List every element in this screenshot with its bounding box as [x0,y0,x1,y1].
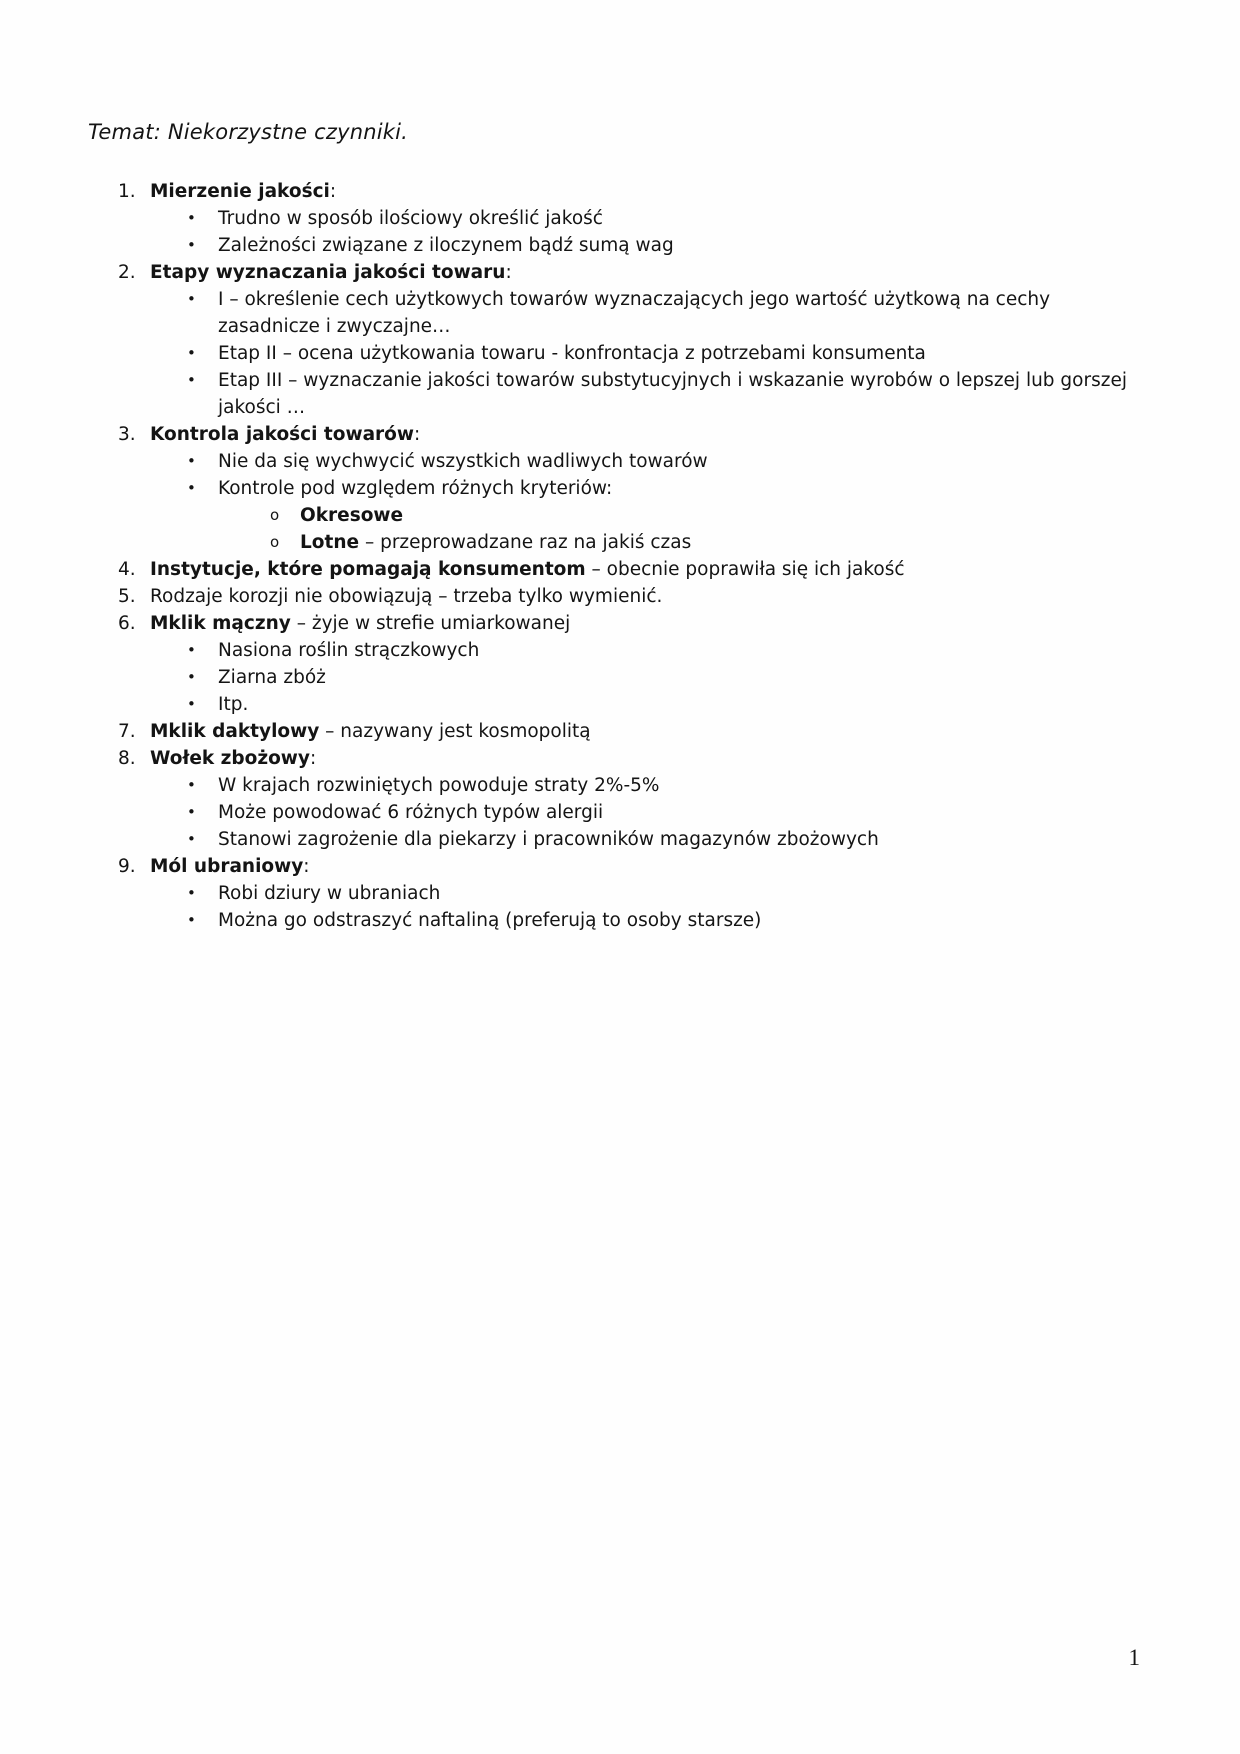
item-heading-bold: Mklik daktylowy [150,721,320,742]
bullet-icon: • [187,803,196,821]
item-heading-rest: : [303,856,310,877]
list-item [118,853,1128,934]
bullet-icon: • [187,911,196,929]
item-heading-bold: Kontrola jakości towarów [150,424,414,445]
bullet-item [118,664,1128,691]
item-heading-bold: Mierzenie jakości [150,181,330,202]
list-item [118,583,1128,610]
bullet-text: Kontrole pod względem różnych kryteriów: [218,478,613,499]
item-heading-bold: Instytucje, które pomagają konsumentom [150,559,586,580]
list-item-heading [118,718,1128,745]
bullet-text: Może powodować 6 różnych typów alergii [218,802,604,823]
bullet-icon: • [187,884,196,902]
item-heading-rest: – żyje w strefie umiarkowanej [290,613,571,634]
bullet-item [118,448,1128,475]
item-heading-rest: – obecnie poprawiła się ich jakość [585,559,905,580]
list-item [118,259,1128,421]
circle-bullet-icon: o [270,533,280,551]
bullet-text: Robi dziury w ubraniach [218,883,441,904]
item-number: 3. [118,424,136,445]
bullet-text: Etap III – wyznaczanie jakości towarów substytucyjnych i wskazanie wyrobów o lepszej lub gorszej jakości … [218,370,1127,418]
bullet-item [118,691,1128,718]
list-item [118,718,1128,745]
bullet-item [118,907,1128,934]
bullet-text: Nasiona roślin strączkowych [218,640,480,661]
item-heading-rest: – nazywany jest kosmopolitą [319,721,591,742]
item-heading-rest: : [309,748,317,769]
bullet-text: Zależności związane z iloczynem bądź sumą wag [218,235,674,256]
bullet-text: I – określenie cech użytkowych towarów wyznaczających jego wartość użytkową na cechy zasadnicze i zwyczajne… [218,289,1051,337]
list-item [118,556,1128,583]
bullet-item [118,475,1128,502]
bullet-text: Można go odstraszyć naftaliną (preferują to osoby starsze) [218,910,762,931]
list-item [118,610,1128,718]
sub-bullet-bold: Okresowe [300,505,404,526]
item-heading-text [150,853,1128,880]
item-number: 2. [118,262,136,283]
item-heading-text [150,583,1128,610]
numbered-list [118,178,1128,934]
bullet-icon: • [187,641,196,659]
bullet-icon: • [187,776,196,794]
bullet-text: Itp. [218,694,249,715]
item-number: 7. [118,721,136,742]
bullet-item [118,772,1128,799]
bullet-icon: • [187,371,196,389]
bullet-icon: • [187,290,196,308]
item-heading-text [150,421,1128,448]
item-heading-rest: : [505,262,512,283]
item-heading-text [150,718,1128,745]
page-number: 1 [1128,1645,1140,1670]
bullet-item [118,367,1128,421]
bullet-icon: • [187,830,196,848]
bullet-item [118,637,1128,664]
bullet-text: Stanowi zagrożenie dla piekarzy i pracowników magazynów zbożowych [218,829,879,850]
list-item-heading [118,259,1128,286]
item-number: 9. [118,856,136,877]
sub-bullet-item [118,529,1128,556]
bullet-item [118,880,1128,907]
sub-bullet-text [300,502,1128,529]
item-number: 6. [118,613,136,634]
bullet-item [118,340,1128,367]
bullet-text: Ziarna zbóż [218,667,326,688]
bullet-item [118,799,1128,826]
item-heading-text [150,178,1128,205]
bullet-item [118,826,1128,853]
bullet-icon: • [187,452,196,470]
bullet-icon: • [187,236,196,254]
list-item-heading [118,421,1128,448]
bullet-icon: • [187,668,196,686]
bullet-icon: • [187,695,196,713]
list-item-heading [118,853,1128,880]
bullet-icon: • [187,344,196,362]
item-heading-rest: : [329,181,337,202]
item-number: 1. [118,181,136,202]
list-item [118,421,1128,556]
sub-bullet-rest: – przeprowadzane raz na jakiś czas [359,532,692,553]
list-item-heading [118,583,1128,610]
list-item-heading [118,178,1128,205]
sub-bullet-item [118,502,1128,529]
bullet-text: W krajach rozwiniętych powoduje straty 2%-5% [218,775,660,796]
bullet-item [118,205,1128,232]
item-heading-rest: : [414,424,421,445]
bullet-text: Trudno w sposób ilościowy określić jakość [218,208,603,229]
bullet-icon: • [187,209,196,227]
item-heading-text [150,556,1128,583]
item-number: 4. [118,559,136,580]
item-heading-bold: Etapy wyznaczania jakości towaru [150,262,506,283]
list-item-heading [118,610,1128,637]
item-number: 8. [118,748,136,769]
list-item-heading [118,745,1128,772]
bullet-item [118,232,1128,259]
item-heading-rest: Rodzaje korozji nie obowiązują – trzeba tylko wymienić. [150,586,663,607]
list-item [118,745,1128,853]
item-heading-text [150,610,1128,637]
item-heading-text [150,259,1128,286]
bullet-icon: • [187,479,196,497]
item-heading-bold: Mól ubraniowy [150,856,304,877]
sub-bullet-text [300,529,1128,556]
bullet-item [118,286,1128,340]
item-heading-text [150,745,1128,772]
item-number: 5. [118,586,136,607]
document-title: Temat: Niekorzystne czynniki. [88,120,409,144]
bullet-text: Etap II – ocena użytkowania towaru - konfrontacja z potrzebami konsumenta [218,343,926,364]
item-heading-bold: Mklik mączny [150,613,291,634]
bullet-text: Nie da się wychwycić wszystkich wadliwych towarów [218,451,708,472]
list-item [118,178,1128,259]
list-item-heading [118,556,1128,583]
item-heading-bold: Wołek zbożowy [150,748,310,769]
sub-bullet-bold: Lotne [300,532,360,553]
circle-bullet-icon: o [270,506,280,524]
